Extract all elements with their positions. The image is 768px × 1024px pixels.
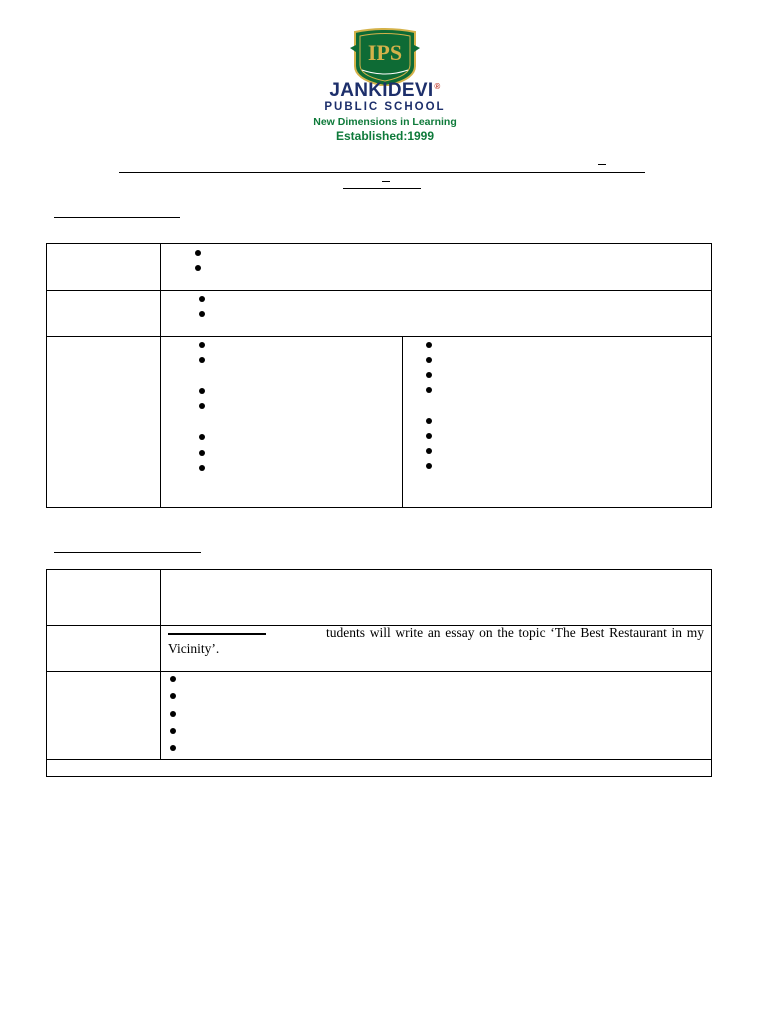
- bullet: [170, 711, 176, 717]
- school-subtitle: PUBLIC SCHOOL: [324, 101, 446, 113]
- bullet: [199, 403, 205, 409]
- header-dash-2: [382, 181, 390, 182]
- table2-label-cell-2: [47, 626, 161, 672]
- school-name: JANKIDEVI®: [329, 80, 441, 101]
- bullet: [199, 357, 205, 363]
- bullet: [426, 357, 432, 363]
- table1-label-cell-1: [47, 244, 161, 291]
- bullet: [426, 372, 432, 378]
- table2-label-cell-1: [47, 570, 161, 626]
- svg-text:IPS: IPS: [367, 40, 403, 65]
- table1-label-cell-3: [47, 337, 161, 508]
- table2-content-cell-3: [161, 672, 712, 760]
- table1-content-cell-3a: [161, 337, 403, 508]
- table1-content-cell-1: [161, 244, 712, 291]
- bullet: [199, 311, 205, 317]
- bullet: [170, 676, 176, 682]
- bullet: [199, 388, 205, 394]
- bullet: [195, 265, 201, 271]
- bullet: [426, 387, 432, 393]
- bullet: [199, 342, 205, 348]
- bullet: [426, 342, 432, 348]
- activity-table: [46, 569, 712, 777]
- table1-content-cell-3b: [403, 337, 712, 508]
- table1-label-cell-2: [47, 291, 161, 337]
- header-dash: [598, 164, 606, 165]
- bullet: [199, 450, 205, 456]
- section-1-heading-rule: [54, 217, 180, 218]
- activity-description: [168, 625, 704, 657]
- bullet: [199, 434, 205, 440]
- activity-text: tudents will write an essay on the topic ‘The Best Restaurant in my Vicinity’.: [168, 625, 704, 656]
- bullet: [426, 463, 432, 469]
- table2-footer-cell: [47, 760, 712, 777]
- bullet: [170, 728, 176, 734]
- bullet: [199, 296, 205, 302]
- table2-content-cell-1: [161, 570, 712, 626]
- bullet: [426, 433, 432, 439]
- bullet: [170, 693, 176, 699]
- table2-label-cell-3: [47, 672, 161, 760]
- bullet: [199, 465, 205, 471]
- bullet: [426, 418, 432, 424]
- header-rule: [119, 172, 645, 173]
- bullet: [170, 745, 176, 751]
- blank-underline: [168, 625, 266, 635]
- section-2-heading-rule: [54, 552, 201, 553]
- table1-content-cell-2: [161, 291, 712, 337]
- bullet: [195, 250, 201, 256]
- bullet: [426, 448, 432, 454]
- school-logo: [300, 26, 470, 86]
- school-tagline: New Dimensions in Learning: [313, 116, 457, 128]
- lesson-plan-table: [46, 243, 712, 508]
- header-rule-short: [343, 188, 421, 189]
- school-established: Established:1999: [335, 129, 435, 143]
